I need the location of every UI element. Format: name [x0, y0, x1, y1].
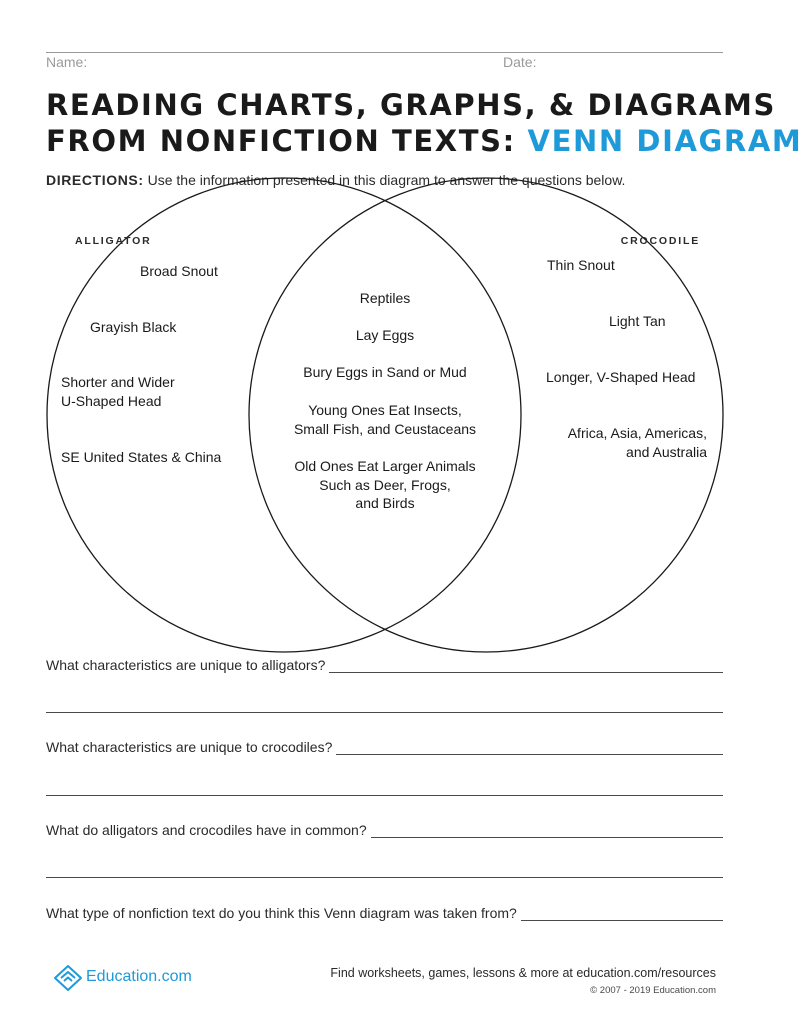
question-text: What characteristics are unique to alligators?: [46, 657, 326, 673]
date-label: Date:: [503, 54, 537, 70]
question-text-type: [46, 905, 723, 921]
directions-label: DIRECTIONS:: [46, 172, 144, 188]
alligator-label: ALLIGATOR: [75, 235, 152, 247]
question-in-common: [46, 822, 723, 838]
crocodile-item: Longer, V-Shaped Head: [546, 369, 696, 385]
footer-tagline[interactable]: Find worksheets, games, lessons & more at education.com/resources: [330, 966, 716, 980]
answer-line[interactable]: [46, 877, 723, 878]
education-com-logo[interactable]: [52, 962, 192, 992]
answer-line[interactable]: [336, 742, 723, 755]
alligator-item: Grayish Black: [90, 319, 177, 335]
crocodile-item: Thin Snout: [547, 257, 615, 273]
alligator-item: Broad Snout: [140, 263, 218, 279]
question-crocodiles: [46, 739, 723, 755]
question-text: What characteristics are unique to crocodiles?: [46, 739, 333, 755]
question-text: What do alligators and crocodiles have in common?: [46, 822, 367, 838]
answer-line[interactable]: [371, 825, 723, 838]
name-label: Name:: [46, 54, 88, 70]
title-accent: VENN DIAGRAM: [527, 124, 802, 158]
crocodile-item: Africa, Asia, Americas, and Australia: [567, 425, 707, 460]
shared-item: Lay Eggs: [355, 327, 415, 343]
shared-item: Young Ones Eat Insects, Small Fish, and Ceustaceans: [293, 402, 477, 437]
answer-line[interactable]: [329, 660, 723, 673]
alligator-item: SE United States & China: [61, 449, 222, 465]
directions-text: Use the information presented in this diagram to answer the questions below.: [147, 172, 626, 188]
alligator-item: Shorter and Wider U-Shaped Head: [61, 374, 175, 409]
answer-line[interactable]: [46, 795, 723, 796]
shared-item: Old Ones Eat Larger Animals Such as Deer, Frogs, and Birds: [294, 458, 476, 511]
crocodile-label: CROCODILE: [620, 235, 700, 247]
worksheet-title-line-1: READING CHARTS, GRAPHS, & DIAGRAMS: [46, 88, 776, 122]
question-alligators: [46, 657, 723, 673]
answer-line[interactable]: [46, 712, 723, 713]
title-prefix: FROM NONFICTION TEXTS:: [46, 124, 528, 158]
shared-item: Reptiles: [359, 290, 411, 306]
education-com-logo-icon: [52, 962, 84, 992]
shared-item: Bury Eggs in Sand or Mud: [303, 364, 467, 380]
crocodile-item: Light Tan: [609, 313, 666, 329]
logo-text: Education.com: [86, 968, 192, 985]
copyright: © 2007 - 2019 Education.com: [590, 985, 716, 996]
answer-line[interactable]: [521, 908, 723, 921]
question-text: What type of nonfiction text do you think this Venn diagram was taken from?: [46, 905, 517, 921]
